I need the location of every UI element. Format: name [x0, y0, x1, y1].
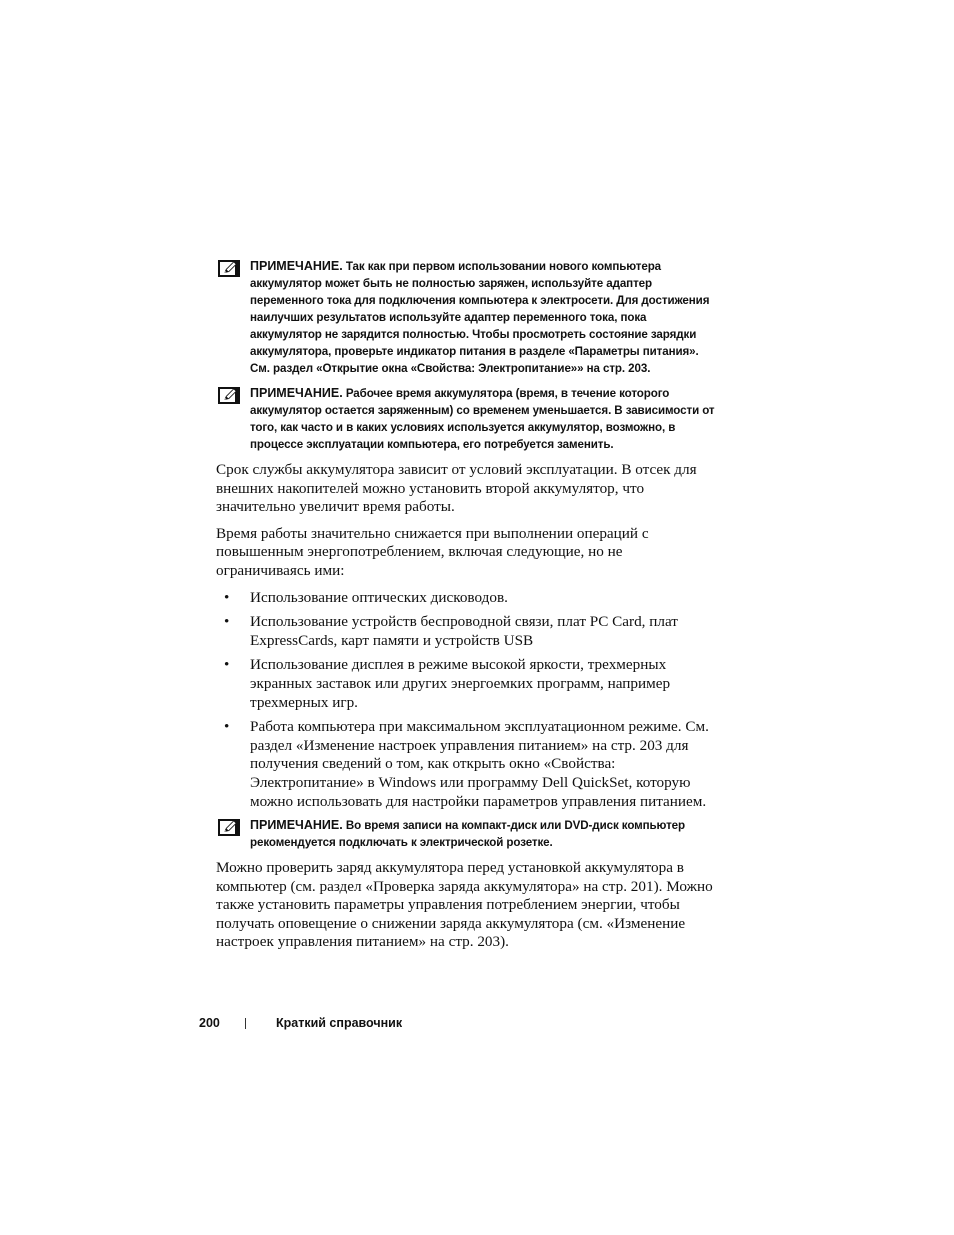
body-paragraph: Можно проверить заряд аккумулятора перед установкой аккумулятора в компьютер (см. раздел «Проверка заряда аккумулятора» на стр. 201). Можно также установить параметры управления потреблением энергии, чтобы получать оповещение о снижении заряда аккумулятора (см. «Изменение настроек управления питанием» на стр. 203).: [216, 859, 713, 951]
note-text: Так как при первом использовании нового компьютера аккумулятор может быть не полностью заряжен, используйте адаптер переменного тока для подключения компьютера к электросети. Для достижения наилучших результатов используйте адаптер переменного тока, пока аккумулятор не зарядится полностью. Чтобы просмотреть состояние зарядки аккумулятора, проверьте индикатор питания в разделе «Параметры питания». См. раздел «Открытие окна «Свойства: Электропитание»» на стр. 203.: [250, 260, 710, 375]
list-item: [216, 656, 716, 712]
note-pencil-icon: [218, 260, 240, 277]
list-item-text: Использование дисплея в режиме высокой яркости, трехмерных экранных заставок или других энергоемких программ, например трехмерных игр.: [250, 656, 671, 711]
page-footer: [199, 1016, 402, 1030]
note-label: ПРИМЕЧАНИЕ.: [250, 259, 343, 273]
note-block: [216, 385, 716, 453]
page-body: [216, 258, 716, 960]
note-block: [216, 258, 716, 377]
note-pencil-icon: [218, 819, 240, 836]
body-paragraph: Время работы значительно снижается при выполнении операций с повышенным энергопотреблением, включая следующие, но не ограничиваясь ими:: [216, 524, 649, 579]
note-label: ПРИМЕЧАНИЕ.: [250, 818, 343, 833]
list-item: [216, 613, 716, 650]
page-number: 200: [199, 1016, 220, 1030]
list-item-text: Использование оптических дисководов.: [250, 588, 508, 606]
list-item: [216, 589, 716, 608]
note-text: Во время записи на компакт-диск или DVD-диск компьютер рекомендуется подключать к электрической розетке.: [250, 819, 685, 850]
footer-divider: [245, 1018, 246, 1029]
bullet-icon: •: [224, 656, 230, 674]
list-item-text: Работа компьютера при максимальном эксплуатационном режиме. См. раздел «Изменение настроек управления питанием» на стр. 203 для получения сведений о том, как открыть окно «Свойства: Электропитание» в Windows или программу Dell QuickSet, которую можно использовать для настройки параметров управления питанием.: [250, 718, 709, 810]
note-pencil-icon: [218, 387, 240, 404]
list-item: [216, 718, 716, 811]
bullet-icon: •: [224, 718, 230, 736]
body-paragraph: Срок службы аккумулятора зависит от условий эксплуатации. В отсек для внешних накопителей можно установить второй аккумулятор, что значительно увеличит время работы.: [216, 461, 697, 516]
list-item-text: Использование устройств беспроводной связи, плат PC Card, плат ExpressCards, карт памяти и устройств USB: [250, 613, 678, 649]
note-text: Рабочее время аккумулятора (время, в течение которого аккумулятор остается заряженным) со временем уменьшается. В зависимости от того, как часто и в каких условиях используется аккумулятор, возможно, в процессе эксплуатации компьютера, его потребуется заменить.: [250, 387, 715, 451]
bullet-icon: •: [224, 613, 230, 631]
note-block: [216, 817, 716, 851]
bullet-list: [216, 589, 716, 812]
footer-section-title: Краткий справочник: [276, 1016, 403, 1030]
bullet-icon: •: [224, 588, 230, 606]
note-label: ПРИМЕЧАНИЕ.: [250, 386, 343, 400]
